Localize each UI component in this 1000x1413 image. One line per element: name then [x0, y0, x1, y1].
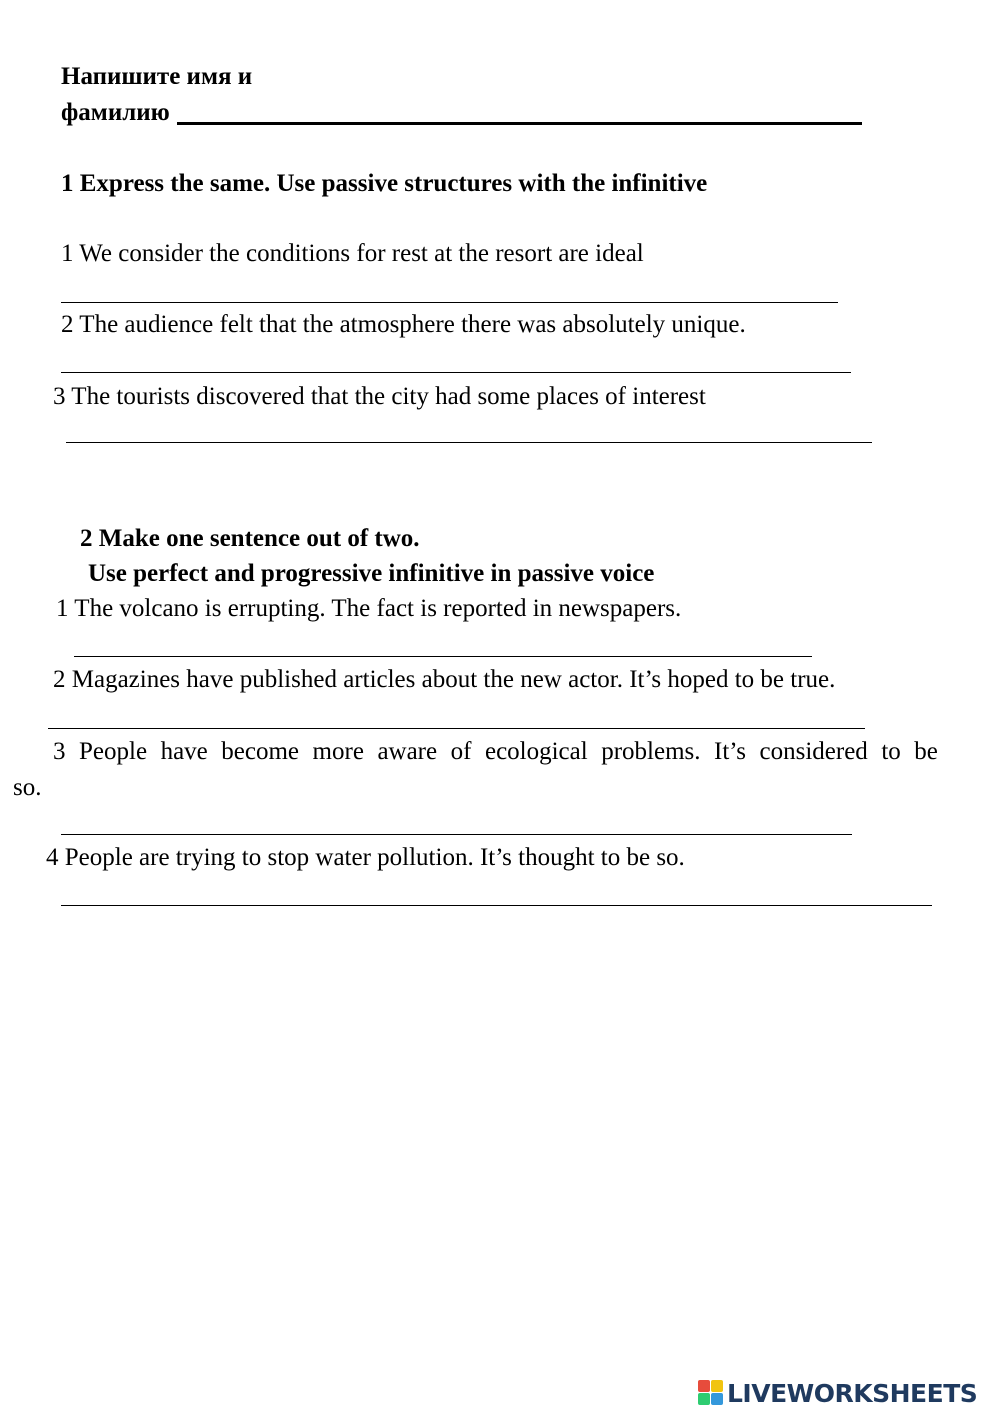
item3-word: ecological: [484, 738, 588, 765]
section2-item-2: 2 Magazines have published articles about the new actor. It’s hoped to be true.: [53, 666, 836, 693]
section2-answer-line-2[interactable]: [48, 728, 865, 729]
liveworksheets-logo: [698, 1378, 977, 1408]
item3-word: to: [881, 738, 901, 765]
name-answer-line[interactable]: [177, 122, 862, 125]
name-label-line1: Напишите имя и: [61, 63, 253, 90]
item3-word: It’s: [714, 738, 746, 765]
item3-word: have: [160, 738, 208, 765]
section2-title-line2: Use perfect and progressive infinitive in passive voice: [88, 560, 655, 587]
item3-word: considered: [759, 738, 868, 765]
section2-item-3-end: so.: [13, 774, 42, 801]
section2-answer-line-3[interactable]: [61, 834, 852, 835]
item3-word: more: [312, 738, 364, 765]
section2-answer-line-1[interactable]: [74, 656, 812, 657]
liveworksheets-logo-text: LIVEWORKSHEETS: [727, 1378, 978, 1408]
item3-word: become: [221, 738, 300, 765]
section2-item-4: 4 People are trying to stop water pollution. It’s thought to be so.: [46, 844, 685, 871]
section1-title: 1 Express the same. Use passive structures with the infinitive: [61, 170, 708, 197]
section1-item-1: 1 We consider the conditions for rest at the resort are ideal: [61, 240, 644, 267]
item3-word: 3: [53, 738, 66, 765]
liveworksheets-logo-icon: [698, 1380, 724, 1406]
section2-item-1: 1 The volcano is errupting. The fact is reported in newspapers.: [56, 595, 682, 622]
item3-word: problems.: [601, 738, 701, 765]
section2-answer-line-4[interactable]: [61, 905, 932, 906]
item3-word: People: [79, 738, 148, 765]
item3-word: aware: [377, 738, 438, 765]
section1-answer-line-2[interactable]: [61, 372, 851, 373]
item3-word: be: [914, 738, 938, 765]
section2-item-3: [53, 737, 938, 767]
section2-title-line1: 2 Make one sentence out of two.: [80, 525, 420, 552]
section1-item-3: 3 The tourists discovered that the city had some places of interest: [53, 383, 706, 410]
name-label-line2: фамилию: [61, 99, 170, 126]
section1-answer-line-3[interactable]: [66, 442, 872, 443]
item3-word: of: [450, 738, 472, 765]
section1-item-2: 2 The audience felt that the atmosphere there was absolutely unique.: [61, 311, 746, 338]
section1-answer-line-1[interactable]: [61, 302, 838, 303]
